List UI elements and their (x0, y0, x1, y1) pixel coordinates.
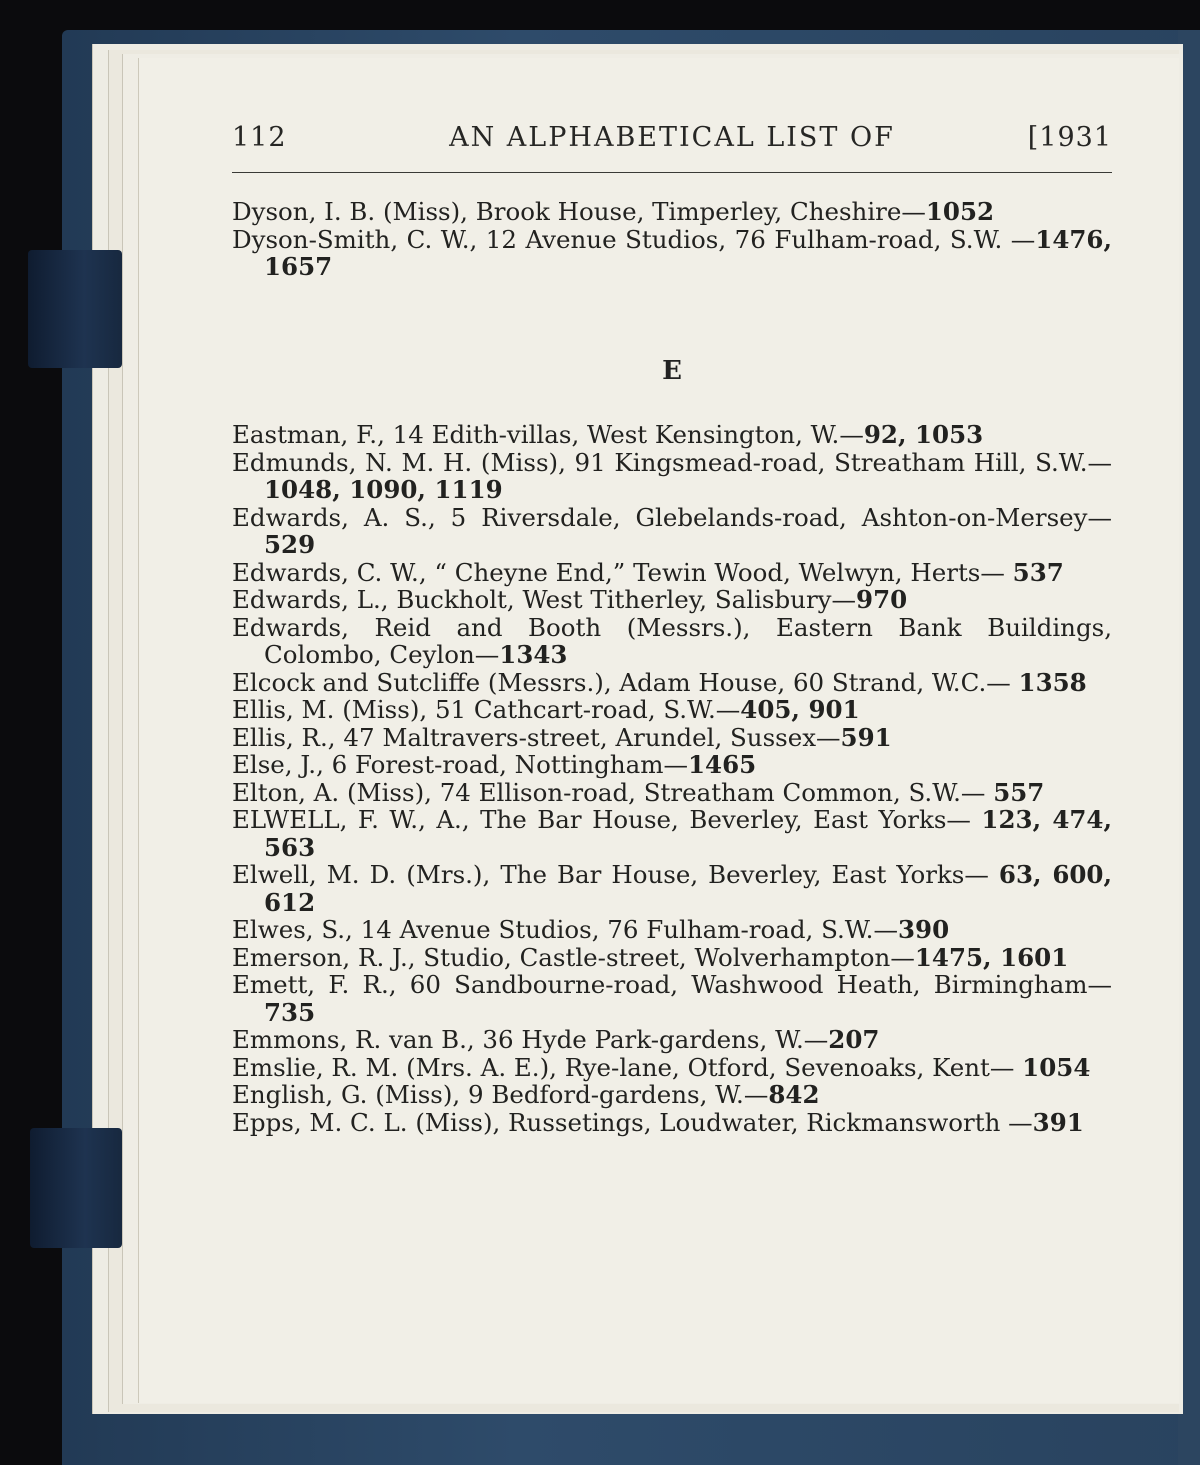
list-entry: Edwards, L., Buckholt, West Titherley, Salisbury—970 (232, 585, 908, 614)
page-title: AN ALPHABETICAL LIST OF (449, 122, 895, 153)
list-entry: Emett, F. R., 60 Sandbourne-road, Washwood Heath, Birmingham—735 (232, 970, 1112, 1027)
year-label: [1931 (1027, 122, 1112, 153)
list-entry: Ellis, R., 47 Maltravers-street, Arundel, Sussex—591 (232, 722, 892, 752)
page-number: 112 (232, 122, 287, 153)
list-entry: Elcock and Sutcliffe (Messrs.), Adam House, 60 Strand, W.C.— 1358 (232, 667, 1087, 697)
list-entry: Emmons, R. van B., 36 Hyde Park-gardens, W.—207 (232, 1025, 880, 1054)
list-entry: Edwards, C. W., “ Cheyne End,” Tewin Wood, Welwyn, Herts— 537 (232, 557, 1064, 587)
list-entry: Emslie, R. M. (Mrs. A. E.), Rye-lane, Otford, Sevenoaks, Kent— 1054 (232, 1052, 1091, 1082)
ribbon-tab (30, 1128, 122, 1248)
continued-entry-list (232, 198, 1112, 281)
list-entry: ELWELL, F. W., A., The Bar House, Beverley, East Yorks— 123, 474, 563 (232, 805, 1113, 862)
list-entry: Edmunds, N. M. H. (Miss), 91 Kingsmead-road, Streatham Hill, S.W.—1048, 1090, 1119 (232, 447, 1112, 504)
list-entry: English, G. (Miss), 9 Bedford-gardens, W.—842 (232, 1080, 820, 1109)
list-entry: Else, J., 6 Forest-road, Nottingham—1465 (232, 750, 757, 779)
list-entry: Dyson-Smith, C. W., 12 Avenue Studios, 76 Fulham-road, S.W. —1476, 1657 (232, 224, 1112, 281)
list-entry: Eastman, F., 14 Edith-villas, West Kensington, W.—92, 1053 (232, 420, 984, 449)
list-entry: Edwards, A. S., 5 Riversdale, Glebelands-road, Ashton-on-Mersey—529 (232, 502, 1112, 559)
list-entry: Ellis, M. (Miss), 51 Cathcart-road, S.W.—405, 901 (232, 695, 860, 724)
entry-list (232, 421, 1112, 1136)
section-letter: E (662, 356, 682, 386)
list-entry: Epps, M. C. L. (Miss), Russetings, Loudwater, Rickmansworth —391 (232, 1107, 1084, 1137)
header-rule (232, 172, 1112, 173)
list-entry: Elwes, S., 14 Avenue Studios, 76 Fulham-road, S.W.—390 (232, 915, 950, 944)
list-entry: Edwards, Reid and Booth (Messrs.), Eastern Bank Buildings, Colombo, Ceylon—1343 (232, 612, 1112, 669)
list-entry: Emerson, R. J., Studio, Castle-street, Wolverhampton—1475, 1601 (232, 942, 1069, 972)
running-head (232, 122, 1112, 162)
ribbon-tab (28, 250, 122, 368)
list-entry: Elton, A. (Miss), 74 Ellison-road, Streatham Common, S.W.— 557 (232, 777, 1045, 807)
list-entry: Dyson, I. B. (Miss), Brook House, Timperley, Cheshire—1052 (232, 197, 995, 226)
list-entry: Elwell, M. D. (Mrs.), The Bar House, Beverley, East Yorks— 63, 600, 612 (232, 860, 1112, 917)
